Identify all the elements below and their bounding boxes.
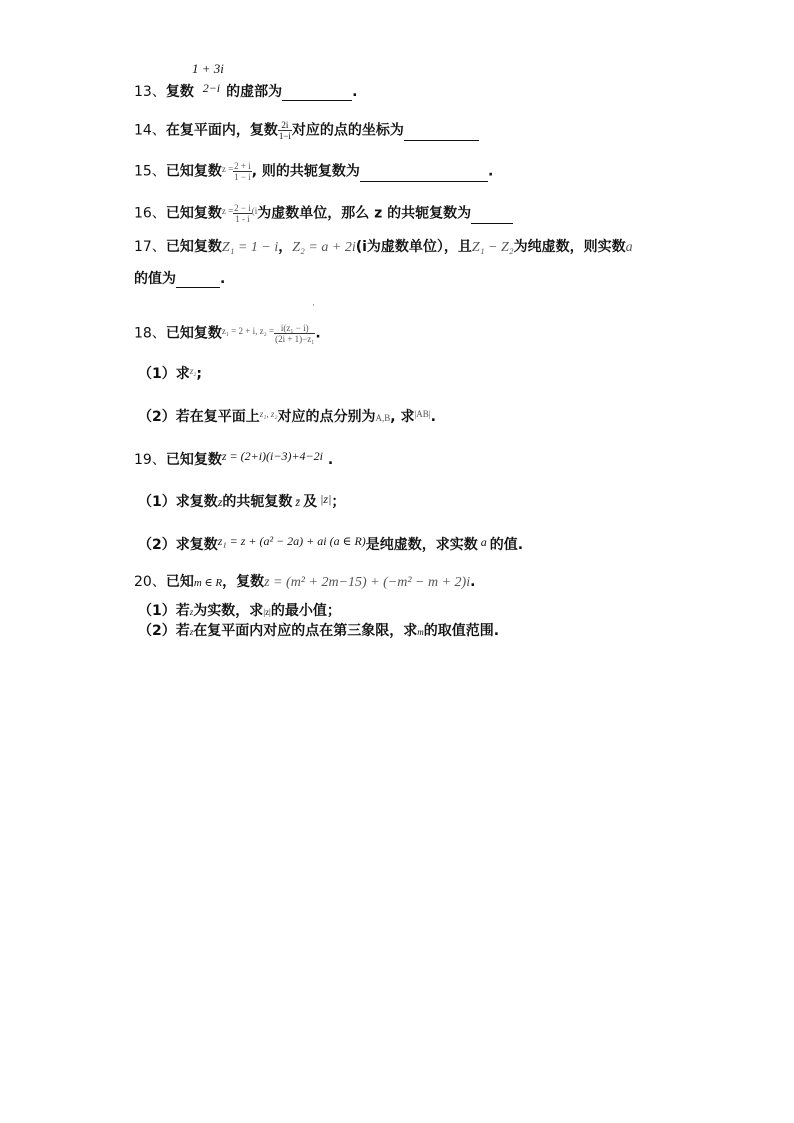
q14-fraction: $\frac{2i}{1-i}$	[278, 120, 291, 141]
question-20-part2: （2）若z在复平面内对应的点在第三象限，求m的取值范围.	[138, 623, 500, 639]
answer-blank[interactable]	[471, 209, 513, 224]
question-20-part1: （1）若z为实数，求|z|的最小值；	[138, 603, 341, 619]
question-16: 16、已知复数$^{z =}$ $\frac{2 - i}{1 - i}$ $^{(i}$为虚数单位，那么 z 的共轭复数为	[134, 203, 513, 224]
answer-blank[interactable]	[360, 167, 488, 182]
question-14: 14、在复平面内，复数 $\frac{2i}{1-i}$ 对应的点的坐标为	[134, 120, 479, 141]
question-17-line2: 的值为 .	[134, 271, 226, 287]
question-20: 20、已知m ∈ R，复数z = (m² + 2m−15) + (−m² − m + 2)i.	[134, 574, 476, 590]
question-19-part1: （1）求复数z的共轭复数 z̄ 及 |z|；	[138, 492, 346, 510]
question-18-part2: （2）若在复平面上$^{z_1, z_2}$对应的点分别为A,B, 求$^{|AB|}$.	[138, 409, 436, 425]
q13-denominator: 2−i	[202, 81, 221, 95]
answer-blank[interactable]	[404, 126, 479, 141]
exam-page: 1 + 3i 13、复数 2−i 的虚部为 . 14、在复平面内，复数 $\frac{2i}{1-i}$ 对应的点的坐标为 15、已知复数$^{z =}$ $\frac{2 + i}{1 - i}$ , 则的共轭复数为 . 16、已知复数$^{z =}$ $\frac{2 - i}{1 - i}$ $^{(i}$为虚数单位，那么 z 的共轭复数为 17、已知复数Z₁ = 1 − i，Z₂ = a + 2i(i为虚数单位），且Z₁ − Z₂为纯虚数，则实数a 的值为 . · 18、已知复数$^{z_1 = 2 + i, z_2 =}$ $\frac{\text{i(z₁ − i)}}{\text{(2i + 1)−z₁}}$ . （1）求$^{z_2}$; （2）若在复平面上$^{z_1, z_2}$对应的点分别为A,B, 求$^{|AB|}$. 19、已知复数z = (2+i)(i−3)+4−2i . （1）求复数z的共轭复数 z̄ 及 |z|； （2）求复数z₁ = z + (a² − 2a) + ai (a ∈ R)是纯虚数，求实数 a 的值. 20、已知m ∈ R，复数z = (m² + 2m−15) + (−m² − m + 2)i. （1）若z为实数，求|z|的最小值； （2）若z在复平面内对应的点在第三象限，求m的取值范围.	[134, 61, 633, 639]
q15-fraction: $\frac{2 + i}{1 - i}$	[234, 161, 251, 182]
question-19-part2: （2）求复数z₁ = z + (a² − 2a) + ai (a ∈ R)是纯虚数，求实数 a 的值.	[138, 534, 524, 553]
question-15: 15、已知复数$^{z =}$ $\frac{2 + i}{1 - i}$ , 则的共轭复数为 .	[134, 161, 494, 182]
question-18: 18、已知复数$^{z_1 = 2 + i, z_2 =}$ $\frac{\text{i(z₁ − i)}}{\text{(2i + 1)−z₁}}$ .	[134, 323, 321, 344]
question-17: 17、已知复数Z₁ = 1 − i，Z₂ = a + 2i(i为虚数单位），且Z₁ − Z₂为纯虚数，则实数a	[134, 239, 633, 255]
answer-blank[interactable]	[176, 273, 220, 288]
question-18-part1: （1）求$^{z_2}$;	[138, 366, 202, 382]
q13-numerator: 1 + 3i	[192, 61, 224, 76]
question-13: 13、复数 2−i 的虚部为 .	[134, 81, 358, 100]
q16-fraction: $\frac{2 - i}{1 - i}$	[234, 203, 251, 224]
question-number: 13、	[134, 84, 166, 100]
q18-fraction: $\frac{\text{i(z₁ − i)}}{\text{(2i + 1)−z₁}}$	[275, 323, 315, 344]
answer-blank[interactable]	[282, 86, 352, 101]
question-19: 19、已知复数z = (2+i)(i−3)+4−2i .	[134, 449, 334, 468]
